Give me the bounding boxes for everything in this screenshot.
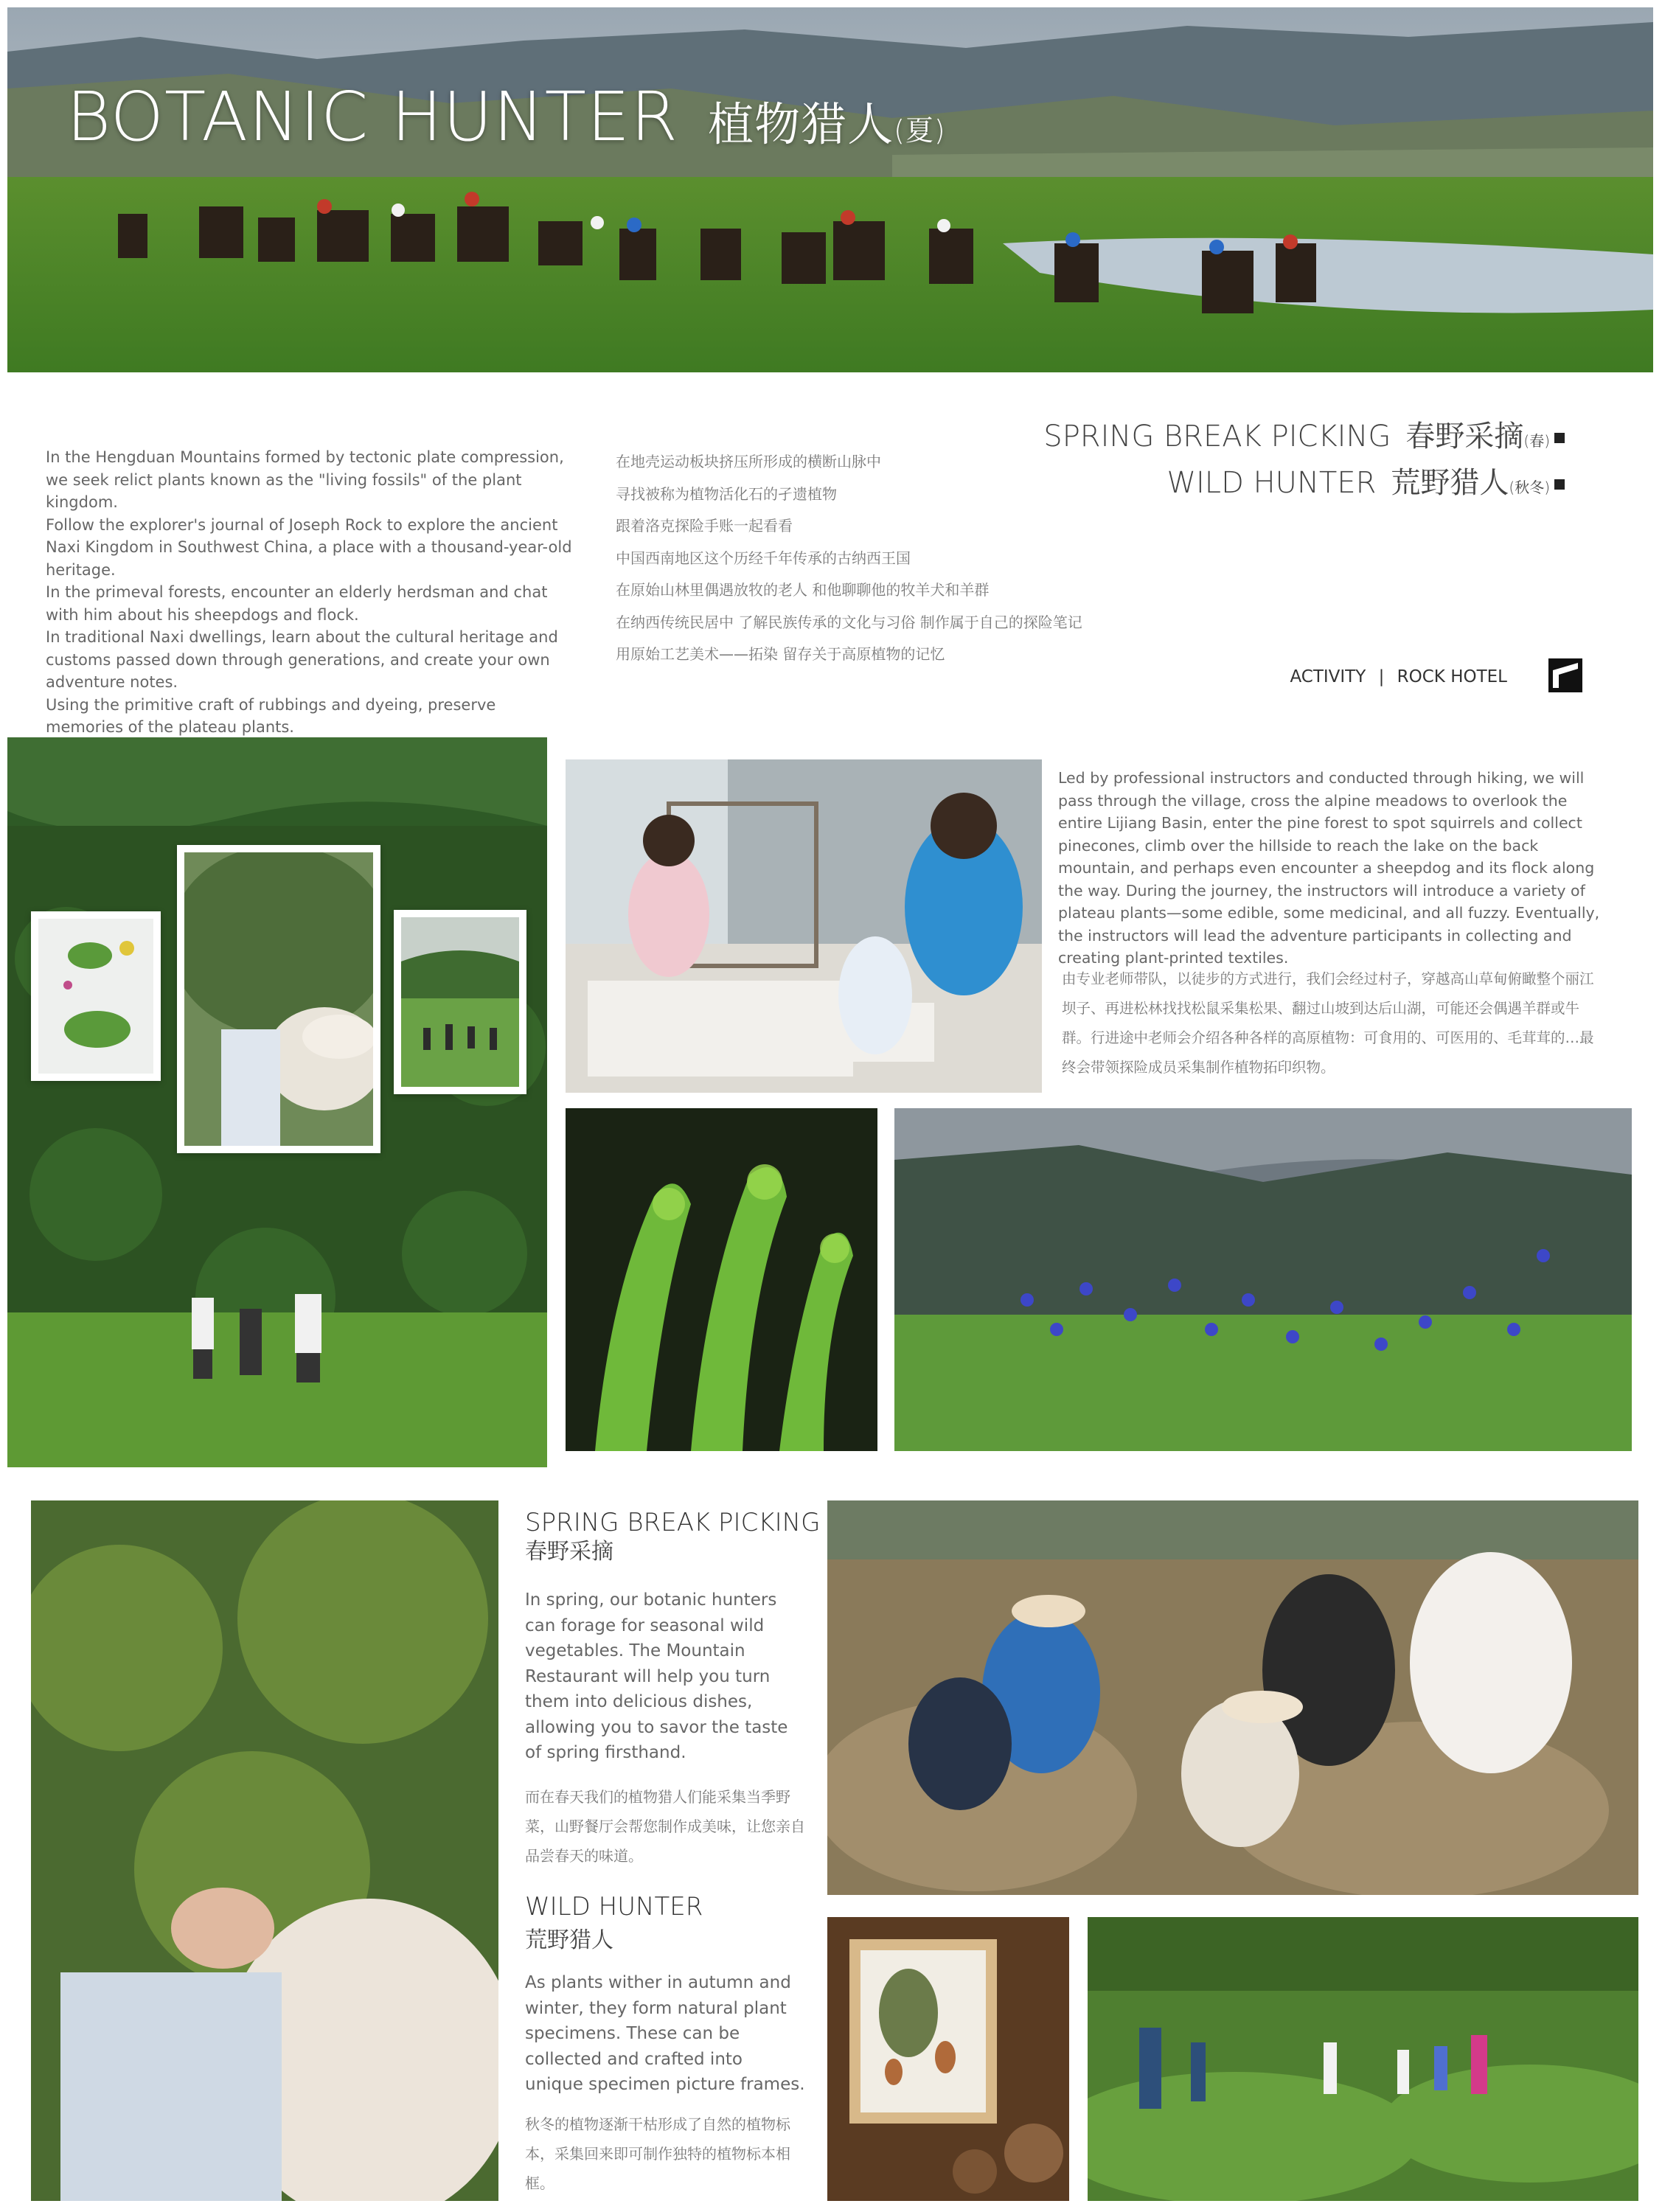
- square-bullet-icon: [1554, 433, 1565, 443]
- intro-en: [46, 446, 577, 739]
- tag-spring-season: (春): [1523, 432, 1550, 450]
- intro-zh-line: 用原始工艺美术——拓染 留存关于高原植物的记忆: [616, 645, 945, 663]
- wild-section-body-en: As plants wither in autumn and winter, they form natural plant specimens. These can be collected and crafted into unique specimen picture frames.: [525, 1973, 805, 2094]
- tag-spring-zh: 春野采摘: [1405, 420, 1524, 453]
- tag-wild-en: WILD HUNTER: [1166, 466, 1377, 500]
- intro-zh-line: 寻找被称为植物活化石的孑遗植物: [616, 484, 837, 503]
- spring-section-body-zh: 而在春天我们的植物猎人们能采集当季野菜，山野餐厅会帮您制作成美味，让您亲自品尝春天的味道。: [525, 1787, 805, 1865]
- square-bullet-icon: [1554, 479, 1565, 490]
- intro-zh-line: 在地壳运动板块挤压所形成的横断山脉中: [616, 453, 881, 470]
- intro-en-line: Using the primitive craft of rubbings and dyeing, preserve memories of the plateau plants.: [46, 695, 496, 736]
- intro-zh-line: 在原始山林里偶遇放牧的老人 和他聊聊他的牧羊犬和羊群: [616, 581, 990, 599]
- intro-zh-line: 在纳西传统民居中 了解民族传承的文化与习俗 制作属于自己的探险笔记: [616, 613, 1082, 631]
- description-zh: 由专业老师带队，以徒步的方式进行，我们会经过村子，穿越高山草甸俯瞰整个丽江坝子、再进松林找找松鼠采集松果、翻过山坡到达后山湖，可能还会偶遇羊群或牛群。行进途中老师会介绍各种各样的高原植物：可食用的、可医用的、毛茸茸的…最终会带领探险成员采集制作植物拓印织物。: [1062, 970, 1594, 1076]
- spring-section-body-en: In spring, our botanic hunters can forage for seasonal wild vegetables. The Mountain Restaurant will help you turn them into delicious dishes, allowing you to savor the taste of spring firsthand.: [525, 1590, 788, 1762]
- spring-section: [525, 1508, 821, 1871]
- foraging-group-photo: [827, 1500, 1638, 1895]
- intro-zh: [616, 446, 1147, 671]
- tag-spring-en: SPRING BREAK PICKING: [1043, 420, 1391, 453]
- wild-section-title-zh: 荒野猎人: [525, 1927, 613, 1953]
- activity-label: ACTIVITY: [1290, 667, 1366, 686]
- hero-title: [66, 77, 946, 156]
- framed-photo-child-tree: [177, 845, 380, 1153]
- specimen-frame-photo: [827, 1917, 1069, 2201]
- rock-hotel-logo: [1548, 658, 1582, 692]
- fern-photo: [566, 1108, 877, 1451]
- intro-zh-line: 中国西南地区这个历经千年传承的古纳西王国: [616, 549, 911, 567]
- wild-section-title: WILD HUNTER: [525, 1892, 703, 1921]
- hero-title-zh: 植物猎人: [708, 97, 894, 151]
- spring-section-title: SPRING BREAK PICKING: [525, 1508, 821, 1537]
- blue-flowers-mountain-photo: [894, 1108, 1632, 1451]
- intro-en-line: In the primeval forests, encounter an elderly herdsman and chat with him about his sheepdogs and flock.: [46, 583, 548, 624]
- intro-en-line: Follow the explorer's journal of Joseph Rock to explore the ancient Naxi Kingdom in Southwest China, a place with a thousand-year-old heritage.: [46, 515, 572, 579]
- hero-photo-meadow-horses: [7, 7, 1653, 372]
- framed-photo-hikers: [394, 910, 526, 1094]
- brand-line: [1290, 667, 1507, 686]
- tag-wild-zh: 荒野猎人: [1391, 466, 1509, 500]
- framed-photo-leaf-prints: [31, 911, 161, 1081]
- kids-crafting-photo: [566, 759, 1042, 1093]
- tag-wild: [1166, 459, 1565, 501]
- hero-title-en: BOTANIC HUNTER: [66, 77, 679, 156]
- wild-section-body-zh: 秋冬的植物逐渐干枯形成了自然的植物标本，采集回来即可制作独特的植物标本相框。: [525, 2115, 790, 2192]
- hero-title-season: (夏): [894, 114, 946, 147]
- intro-en-line: In the Hengduan Mountains formed by tectonic plate compression, we seek relict plants known as the "living fossils" of the plant kingdom.: [46, 448, 564, 511]
- meadow-walk-photo: [1088, 1917, 1638, 2201]
- child-pruning-photo: [31, 1500, 498, 2201]
- wild-section: [525, 1892, 805, 2198]
- intro-zh-line: 跟着洛克探险手账一起看看: [616, 517, 793, 535]
- tag-wild-season: (秋冬): [1509, 479, 1550, 496]
- hotel-name: ROCK HOTEL: [1397, 667, 1507, 686]
- description-en: Led by professional instructors and conducted through hiking, we will pass through the village, cross the alpine meadows to overlook the entire Lijiang Basin, enter the pine forest to spot squirrels and collect pinecones, climb over the hillside to reach the lake on the back mountain, and perhaps even encounter a sheepdog and its flock along the way. During the journey, the instructors will introduce a variety of plateau plants—some edible, some medicinal, and all fuzzy. Eventually, the instructors will lead the adventure participants in collecting and creating plant-printed textiles.: [1058, 769, 1600, 967]
- brand-separator: |: [1378, 667, 1385, 686]
- tag-spring: [1043, 413, 1565, 455]
- intro-en-line: In traditional Naxi dwellings, learn about the cultural heritage and customs passed down through generations, and create your own adventure notes.: [46, 628, 558, 691]
- spring-section-title-zh: 春野采摘: [525, 1539, 613, 1565]
